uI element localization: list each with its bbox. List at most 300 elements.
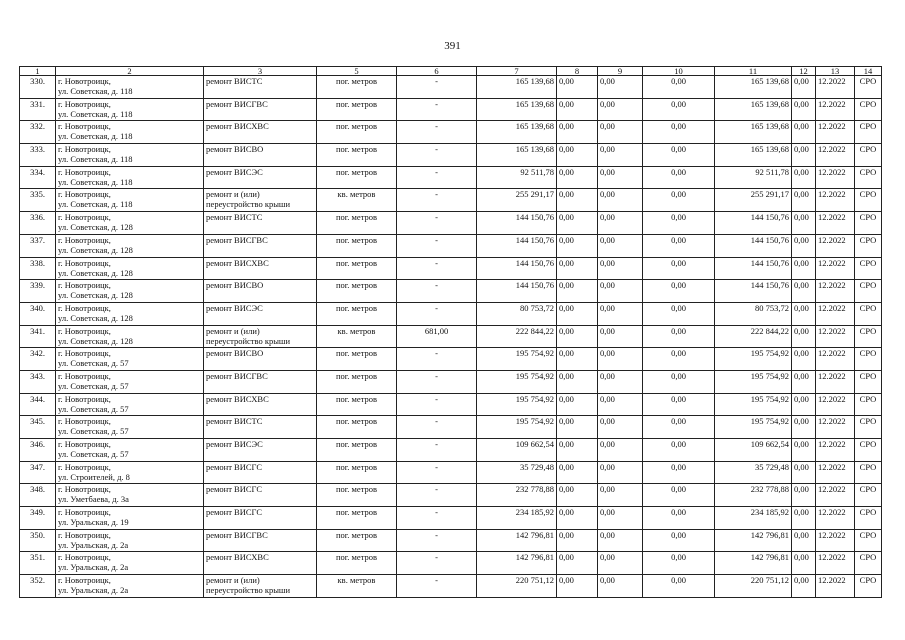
work-type-line: ремонт ВИСХВС <box>206 257 269 268</box>
table-row <box>20 302 882 325</box>
quantity-cell: - <box>397 76 477 99</box>
table-row <box>20 257 882 280</box>
row-number: 337. <box>20 234 56 257</box>
funding-col10-cell: 0,00 <box>643 257 715 280</box>
total-cost-cell: 92 511,78 <box>477 166 557 189</box>
funding-col9-cell: 0,00 <box>598 144 643 167</box>
funding-col11-cell: 142 796,81 <box>715 552 792 575</box>
total-cost-cell: 165 139,68 <box>477 121 557 144</box>
unit-cell: пог. метров <box>317 302 397 325</box>
row-number: 347. <box>20 461 56 484</box>
funding-col10-cell: 0,00 <box>643 325 715 348</box>
completion-date-cell: 12.2022 <box>816 144 855 167</box>
source-cell: СРО <box>855 212 882 235</box>
total-cost-cell: 165 139,68 <box>477 76 557 99</box>
funding-col11-cell: 195 754,92 <box>715 393 792 416</box>
completion-date-cell: 12.2022 <box>816 461 855 484</box>
funding-col12-cell: 0,00 <box>792 280 816 303</box>
work-type-line: ремонт ВИСГВС <box>206 98 268 109</box>
address-city: г. Новотроицк, <box>58 280 111 291</box>
address-street: ул. Уральская, д. 2а <box>58 585 129 596</box>
funding-col8-cell: 0,00 <box>557 370 598 393</box>
address-city: г. Новотроицк, <box>58 121 111 132</box>
row-number: 349. <box>20 507 56 530</box>
work-type-cell <box>204 189 317 212</box>
address-cell <box>56 575 204 598</box>
funding-col12-cell: 0,00 <box>792 76 816 99</box>
total-cost-cell: 195 754,92 <box>477 348 557 371</box>
address-cell <box>56 325 204 348</box>
completion-date-cell: 12.2022 <box>816 76 855 99</box>
work-type-line: ремонт ВИСВО <box>206 348 264 359</box>
table-row <box>20 121 882 144</box>
work-type-cell <box>204 348 317 371</box>
table-body <box>20 76 882 598</box>
funding-col9-cell: 0,00 <box>598 166 643 189</box>
column-header: 8 <box>557 67 598 76</box>
completion-date-cell: 12.2022 <box>816 257 855 280</box>
work-type-line: ремонт ВИСГВС <box>206 529 268 540</box>
table-row <box>20 98 882 121</box>
funding-col9-cell: 0,00 <box>598 98 643 121</box>
row-number: 346. <box>20 439 56 462</box>
completion-date-cell: 12.2022 <box>816 416 855 439</box>
total-cost-cell: 144 150,76 <box>477 257 557 280</box>
funding-col12-cell: 0,00 <box>792 461 816 484</box>
completion-date-cell: 12.2022 <box>816 98 855 121</box>
funding-col8-cell: 0,00 <box>557 439 598 462</box>
address-street: ул. Уральская, д. 2а <box>58 562 129 573</box>
address-cell <box>56 348 204 371</box>
quantity-cell: - <box>397 529 477 552</box>
unit-cell: пог. метров <box>317 234 397 257</box>
column-header: 3 <box>204 67 317 76</box>
column-header: 11 <box>715 67 792 76</box>
address-city: г. Новотроицк, <box>58 484 111 495</box>
unit-cell: пог. метров <box>317 121 397 144</box>
work-type-line: ремонт ВИСГС <box>206 507 262 518</box>
total-cost-cell: 109 662,54 <box>477 439 557 462</box>
work-type-cell <box>204 461 317 484</box>
address-street: ул. Советская, д. 118 <box>58 131 133 142</box>
funding-col12-cell: 0,00 <box>792 257 816 280</box>
column-header: 7 <box>477 67 557 76</box>
total-cost-cell: 165 139,68 <box>477 144 557 167</box>
address-cell <box>56 484 204 507</box>
source-cell: СРО <box>855 416 882 439</box>
funding-col9-cell: 0,00 <box>598 325 643 348</box>
quantity-cell: - <box>397 212 477 235</box>
funding-col11-cell: 165 139,68 <box>715 76 792 99</box>
work-type-line: ремонт ВИСТС <box>206 76 263 86</box>
repair-schedule-table <box>19 66 882 598</box>
quantity-cell: - <box>397 370 477 393</box>
funding-col11-cell: 255 291,17 <box>715 189 792 212</box>
total-cost-cell: 255 291,17 <box>477 189 557 212</box>
row-number: 335. <box>20 189 56 212</box>
work-type-cell <box>204 370 317 393</box>
address-street: ул. Советская, д. 118 <box>58 154 133 165</box>
quantity-cell: - <box>397 507 477 530</box>
row-number: 338. <box>20 257 56 280</box>
table-row <box>20 507 882 530</box>
column-header: 1 <box>20 67 56 76</box>
row-number: 350. <box>20 529 56 552</box>
work-type-line: ремонт и (или) <box>206 575 260 586</box>
funding-col9-cell: 0,00 <box>598 552 643 575</box>
funding-col8-cell: 0,00 <box>557 461 598 484</box>
funding-col12-cell: 0,00 <box>792 484 816 507</box>
source-cell: СРО <box>855 257 882 280</box>
funding-col8-cell: 0,00 <box>557 280 598 303</box>
funding-col8-cell: 0,00 <box>557 166 598 189</box>
work-type-cell <box>204 393 317 416</box>
address-street: ул. Советская, д. 57 <box>58 358 129 369</box>
funding-col8-cell: 0,00 <box>557 144 598 167</box>
work-type-cell <box>204 212 317 235</box>
funding-col9-cell: 0,00 <box>598 461 643 484</box>
row-number: 333. <box>20 144 56 167</box>
completion-date-cell: 12.2022 <box>816 439 855 462</box>
table-row <box>20 439 882 462</box>
total-cost-cell: 144 150,76 <box>477 234 557 257</box>
address-street: ул. Советская, д. 128 <box>58 312 133 323</box>
address-street: ул. Советская, д. 128 <box>58 222 133 233</box>
funding-col11-cell: 195 754,92 <box>715 370 792 393</box>
address-street: ул. Строителей, д. 8 <box>58 471 130 482</box>
address-cell <box>56 121 204 144</box>
funding-col11-cell: 35 729,48 <box>715 461 792 484</box>
unit-cell: пог. метров <box>317 280 397 303</box>
page-number: 391 <box>444 40 461 52</box>
funding-col10-cell: 0,00 <box>643 166 715 189</box>
row-number: 340. <box>20 302 56 325</box>
source-cell: СРО <box>855 439 882 462</box>
funding-col12-cell: 0,00 <box>792 325 816 348</box>
address-street: ул. Советская, д. 118 <box>58 176 133 187</box>
funding-col12-cell: 0,00 <box>792 552 816 575</box>
address-cell <box>56 257 204 280</box>
quantity-cell: - <box>397 144 477 167</box>
funding-col12-cell: 0,00 <box>792 529 816 552</box>
address-cell <box>56 552 204 575</box>
work-type-cell <box>204 325 317 348</box>
funding-col9-cell: 0,00 <box>598 76 643 99</box>
work-type-line: ремонт ВИСТС <box>206 212 263 223</box>
total-cost-cell: 35 729,48 <box>477 461 557 484</box>
completion-date-cell: 12.2022 <box>816 302 855 325</box>
funding-col9-cell: 0,00 <box>598 370 643 393</box>
address-city: г. Новотроицк, <box>58 529 111 540</box>
unit-cell: пог. метров <box>317 348 397 371</box>
funding-col10-cell: 0,00 <box>643 507 715 530</box>
funding-col9-cell: 0,00 <box>598 302 643 325</box>
completion-date-cell: 12.2022 <box>816 121 855 144</box>
address-city: г. Новотроицк, <box>58 98 111 109</box>
work-type-line: переустройство крыши <box>206 335 291 346</box>
address-cell <box>56 189 204 212</box>
work-type-cell <box>204 280 317 303</box>
funding-col9-cell: 0,00 <box>598 280 643 303</box>
address-city: г. Новотроицк, <box>58 325 111 336</box>
completion-date-cell: 12.2022 <box>816 189 855 212</box>
total-cost-cell: 234 185,92 <box>477 507 557 530</box>
unit-cell: пог. метров <box>317 507 397 530</box>
address-street: ул. Уральская, д. 2а <box>58 539 129 550</box>
address-cell <box>56 461 204 484</box>
funding-col10-cell: 0,00 <box>643 144 715 167</box>
funding-col11-cell: 232 778,88 <box>715 484 792 507</box>
address-city: г. Новотроицк, <box>58 144 111 155</box>
work-type-cell <box>204 302 317 325</box>
source-cell: СРО <box>855 121 882 144</box>
completion-date-cell: 12.2022 <box>816 280 855 303</box>
work-type-line: ремонт ВИСГВС <box>206 370 268 381</box>
funding-col11-cell: 92 511,78 <box>715 166 792 189</box>
unit-cell: пог. метров <box>317 166 397 189</box>
source-cell: СРО <box>855 325 882 348</box>
funding-col12-cell: 0,00 <box>792 302 816 325</box>
funding-col12-cell: 0,00 <box>792 507 816 530</box>
address-cell <box>56 212 204 235</box>
funding-col9-cell: 0,00 <box>598 393 643 416</box>
funding-col10-cell: 0,00 <box>643 439 715 462</box>
address-city: г. Новотроицк, <box>58 189 111 200</box>
funding-col9-cell: 0,00 <box>598 189 643 212</box>
source-cell: СРО <box>855 348 882 371</box>
work-type-line: ремонт ВИСХВС <box>206 393 269 404</box>
unit-cell: пог. метров <box>317 529 397 552</box>
funding-col10-cell: 0,00 <box>643 234 715 257</box>
work-type-line: ремонт и (или) <box>206 189 260 200</box>
funding-col9-cell: 0,00 <box>598 121 643 144</box>
address-cell <box>56 76 204 99</box>
row-number: 344. <box>20 393 56 416</box>
row-number: 332. <box>20 121 56 144</box>
total-cost-cell: 142 796,81 <box>477 552 557 575</box>
funding-col12-cell: 0,00 <box>792 166 816 189</box>
address-city: г. Новотроицк, <box>58 416 111 427</box>
row-number: 341. <box>20 325 56 348</box>
work-type-line: переустройство крыши <box>206 199 291 210</box>
work-type-line: ремонт ВИСЭС <box>206 439 263 449</box>
work-type-cell <box>204 98 317 121</box>
completion-date-cell: 12.2022 <box>816 166 855 189</box>
funding-col11-cell: 165 139,68 <box>715 144 792 167</box>
column-header: 6 <box>397 67 477 76</box>
address-city: г. Новотроицк, <box>58 575 111 586</box>
quantity-cell: - <box>397 257 477 280</box>
row-number: 343. <box>20 370 56 393</box>
funding-col11-cell: 165 139,68 <box>715 121 792 144</box>
row-number: 330. <box>20 76 56 99</box>
unit-cell: пог. метров <box>317 212 397 235</box>
total-cost-cell: 165 139,68 <box>477 98 557 121</box>
address-city: г. Новотроицк, <box>58 461 111 472</box>
funding-col10-cell: 0,00 <box>643 552 715 575</box>
table-row <box>20 552 882 575</box>
funding-col10-cell: 0,00 <box>643 189 715 212</box>
quantity-cell: - <box>397 416 477 439</box>
work-type-cell <box>204 416 317 439</box>
table-row <box>20 212 882 235</box>
funding-col11-cell: 144 150,76 <box>715 234 792 257</box>
quantity-cell: - <box>397 234 477 257</box>
work-type-cell <box>204 439 317 462</box>
address-city: г. Новотроицк, <box>58 507 111 518</box>
total-cost-cell: 144 150,76 <box>477 212 557 235</box>
quantity-cell: - <box>397 439 477 462</box>
table-row <box>20 461 882 484</box>
address-street: ул. Советская, д. 128 <box>58 267 133 278</box>
address-street: ул. Советская, д. 118 <box>58 199 133 210</box>
funding-col11-cell: 195 754,92 <box>715 416 792 439</box>
funding-col10-cell: 0,00 <box>643 484 715 507</box>
quantity-cell: - <box>397 189 477 212</box>
quantity-cell: - <box>397 348 477 371</box>
address-street: ул. Советская, д. 118 <box>58 86 133 96</box>
address-street: ул. Советская, д. 128 <box>58 335 133 346</box>
address-cell <box>56 234 204 257</box>
table-row <box>20 189 882 212</box>
quantity-cell: - <box>397 575 477 598</box>
unit-cell: пог. метров <box>317 370 397 393</box>
address-city: г. Новотроицк, <box>58 370 111 381</box>
source-cell: СРО <box>855 507 882 530</box>
quantity-cell: 681,00 <box>397 325 477 348</box>
work-type-line: ремонт и (или) <box>206 325 260 336</box>
unit-cell: кв. метров <box>317 575 397 598</box>
funding-col12-cell: 0,00 <box>792 234 816 257</box>
row-number: 331. <box>20 98 56 121</box>
source-cell: СРО <box>855 529 882 552</box>
table-row <box>20 166 882 189</box>
work-type-line: ремонт ВИСГС <box>206 461 262 472</box>
funding-col9-cell: 0,00 <box>598 234 643 257</box>
funding-col10-cell: 0,00 <box>643 416 715 439</box>
address-street: ул. Уметбаева, д. 3а <box>58 494 129 505</box>
funding-col9-cell: 0,00 <box>598 439 643 462</box>
funding-col11-cell: 144 150,76 <box>715 280 792 303</box>
source-cell: СРО <box>855 189 882 212</box>
unit-cell: пог. метров <box>317 257 397 280</box>
funding-col8-cell: 0,00 <box>557 529 598 552</box>
funding-col11-cell: 80 753,72 <box>715 302 792 325</box>
funding-col12-cell: 0,00 <box>792 416 816 439</box>
funding-col10-cell: 0,00 <box>643 280 715 303</box>
funding-col10-cell: 0,00 <box>643 348 715 371</box>
funding-col12-cell: 0,00 <box>792 575 816 598</box>
table-row <box>20 76 882 99</box>
work-type-line: ремонт ВИСЭС <box>206 166 263 177</box>
work-type-line: ремонт ВИСЭС <box>206 302 263 313</box>
source-cell: СРО <box>855 98 882 121</box>
funding-col10-cell: 0,00 <box>643 76 715 99</box>
funding-col11-cell: 144 150,76 <box>715 212 792 235</box>
funding-col8-cell: 0,00 <box>557 302 598 325</box>
work-type-cell <box>204 552 317 575</box>
unit-cell: пог. метров <box>317 144 397 167</box>
address-cell <box>56 416 204 439</box>
unit-cell: пог. метров <box>317 416 397 439</box>
funding-col11-cell: 222 844,22 <box>715 325 792 348</box>
completion-date-cell: 12.2022 <box>816 552 855 575</box>
address-cell <box>56 302 204 325</box>
funding-col11-cell: 234 185,92 <box>715 507 792 530</box>
address-cell <box>56 529 204 552</box>
funding-col10-cell: 0,00 <box>643 98 715 121</box>
table-row <box>20 325 882 348</box>
funding-col9-cell: 0,00 <box>598 529 643 552</box>
column-header: 5 <box>317 67 397 76</box>
work-type-line: ремонт ВИСГВС <box>206 234 268 245</box>
quantity-cell: - <box>397 484 477 507</box>
work-type-cell <box>204 121 317 144</box>
row-number: 342. <box>20 348 56 371</box>
work-type-cell <box>204 76 317 99</box>
funding-col8-cell: 0,00 <box>557 484 598 507</box>
table-row <box>20 393 882 416</box>
funding-col10-cell: 0,00 <box>643 370 715 393</box>
completion-date-cell: 12.2022 <box>816 325 855 348</box>
address-cell <box>56 144 204 167</box>
row-number: 345. <box>20 416 56 439</box>
address-city: г. Новотроицк, <box>58 212 111 223</box>
source-cell: СРО <box>855 393 882 416</box>
unit-cell: пог. метров <box>317 461 397 484</box>
address-cell <box>56 280 204 303</box>
address-street: ул. Уральская, д. 19 <box>58 517 129 528</box>
work-type-line: ремонт ВИСТС <box>206 416 263 427</box>
funding-col11-cell: 144 150,76 <box>715 257 792 280</box>
funding-col8-cell: 0,00 <box>557 507 598 530</box>
funding-col9-cell: 0,00 <box>598 484 643 507</box>
quantity-cell: - <box>397 302 477 325</box>
funding-col10-cell: 0,00 <box>643 302 715 325</box>
funding-col8-cell: 0,00 <box>557 325 598 348</box>
completion-date-cell: 12.2022 <box>816 507 855 530</box>
work-type-cell <box>204 144 317 167</box>
work-type-cell <box>204 529 317 552</box>
completion-date-cell: 12.2022 <box>816 484 855 507</box>
address-cell <box>56 370 204 393</box>
work-type-cell <box>204 257 317 280</box>
completion-date-cell: 12.2022 <box>816 393 855 416</box>
funding-col9-cell: 0,00 <box>598 257 643 280</box>
table-row <box>20 370 882 393</box>
source-cell: СРО <box>855 302 882 325</box>
unit-cell: пог. метров <box>317 98 397 121</box>
funding-col9-cell: 0,00 <box>598 575 643 598</box>
quantity-cell: - <box>397 121 477 144</box>
table-row <box>20 416 882 439</box>
completion-date-cell: 12.2022 <box>816 575 855 598</box>
address-city: г. Новотроицк, <box>58 76 111 86</box>
total-cost-cell: 80 753,72 <box>477 302 557 325</box>
funding-col11-cell: 142 796,81 <box>715 529 792 552</box>
quantity-cell: - <box>397 98 477 121</box>
row-number: 348. <box>20 484 56 507</box>
address-city: г. Новотроицк, <box>58 348 111 359</box>
source-cell: СРО <box>855 144 882 167</box>
row-number: 339. <box>20 280 56 303</box>
work-type-line: ремонт ВИСХВС <box>206 121 269 132</box>
funding-col10-cell: 0,00 <box>643 212 715 235</box>
unit-cell: пог. метров <box>317 552 397 575</box>
address-cell <box>56 393 204 416</box>
unit-cell: пог. метров <box>317 393 397 416</box>
source-cell: СРО <box>855 280 882 303</box>
